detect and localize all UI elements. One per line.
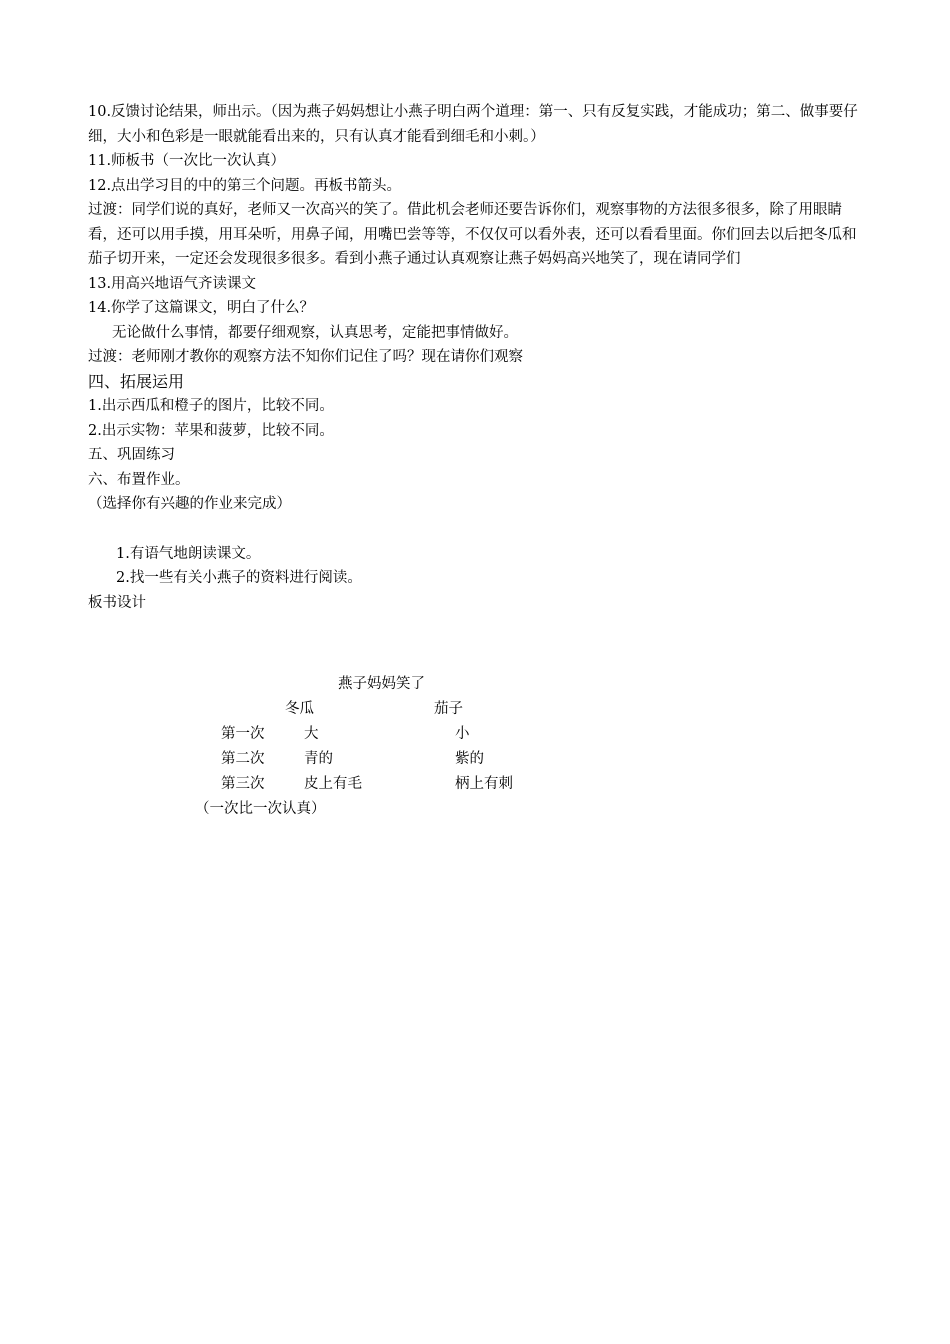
board-row-1-b: 小 (455, 726, 470, 742)
paragraph-11: 11.师板书（一次比一次认真） (88, 153, 286, 169)
section-4-item-2: 2.出示实物：苹果和菠萝，比较不同。 (88, 422, 334, 439)
paragraph-10: 10.反馈讨论结果，师出示。（因为燕子妈妈想让小燕子明白两个道理：第一、只有反复实践，才能成功；第二、做事要仔细，大小和色彩是一眼就能看出来的，只有认真才能看到细毛和小刺。） (88, 104, 858, 145)
homework-note: （选择你有兴趣的作业来完成） (88, 496, 291, 512)
lesson-plan-body (88, 100, 868, 615)
spacer (88, 517, 868, 542)
board-row-3-a: 皮上有毛 (304, 776, 362, 792)
board-row-1-a: 大 (304, 726, 319, 742)
board-col-eggplant: 茄子 (434, 701, 463, 717)
homework-item-1: 1.有语气地朗读课文。 (116, 545, 261, 562)
paragraph-12: 12.点出学习目的中的第三个问题。再板书箭头。 (88, 177, 402, 194)
answer-paragraph: 无论做什么事情，都要仔细观察，认真思考，定能把事情做好。 (112, 324, 518, 341)
board-row-3-label: 第三次 (221, 776, 265, 792)
paragraph-13: 13.用高兴地语气齐读课文 (88, 275, 257, 292)
paragraph-14: 14.你学了这篇课文，明白了什么？ (88, 300, 315, 316)
board-note: （一次比一次认真） (195, 801, 326, 817)
section-4-heading: 四、拓展运用 (88, 371, 185, 391)
homework-item-2: 2.找一些有关小燕子的资料进行阅读。 (116, 570, 362, 586)
board-row-1-label: 第一次 (221, 726, 265, 742)
board-row-3-b: 柄上有刺 (455, 776, 513, 792)
board-title: 燕子妈妈笑了 (338, 676, 425, 692)
board-row-2-a: 青的 (304, 751, 333, 767)
transition-paragraph-1: 过渡：同学们说的真好，老师又一次高兴的笑了。借此机会老师还要告诉你们，观察事物的方法很多很多，除了用眼睛看，还可以用手摸，用耳朵听，用鼻子闻，用嘴巴尝等等，不仅仅可以看外表，还可以看看里面。你们回去以后把冬瓜和茄子切开来，一定还会发现很多很多。看到小燕子通过认真观察让燕子妈妈高兴地笑了，现在请同学们 (88, 202, 857, 267)
board-row-2-label: 第二次 (221, 751, 265, 767)
section-5-heading: 五、巩固练习 (88, 447, 175, 463)
section-6-heading: 六、布置作业。 (88, 471, 190, 488)
board-design-label: 板书设计 (88, 594, 146, 611)
transition-paragraph-2: 过渡：老师刚才教你的观察方法不知你们记住了吗？现在请你们观察 (88, 349, 523, 365)
section-4-item-1: 1.出示西瓜和橙子的图片，比较不同。 (88, 398, 334, 414)
board-col-winter-melon: 冬瓜 (285, 701, 314, 717)
board-row-2-b: 紫的 (455, 751, 484, 767)
